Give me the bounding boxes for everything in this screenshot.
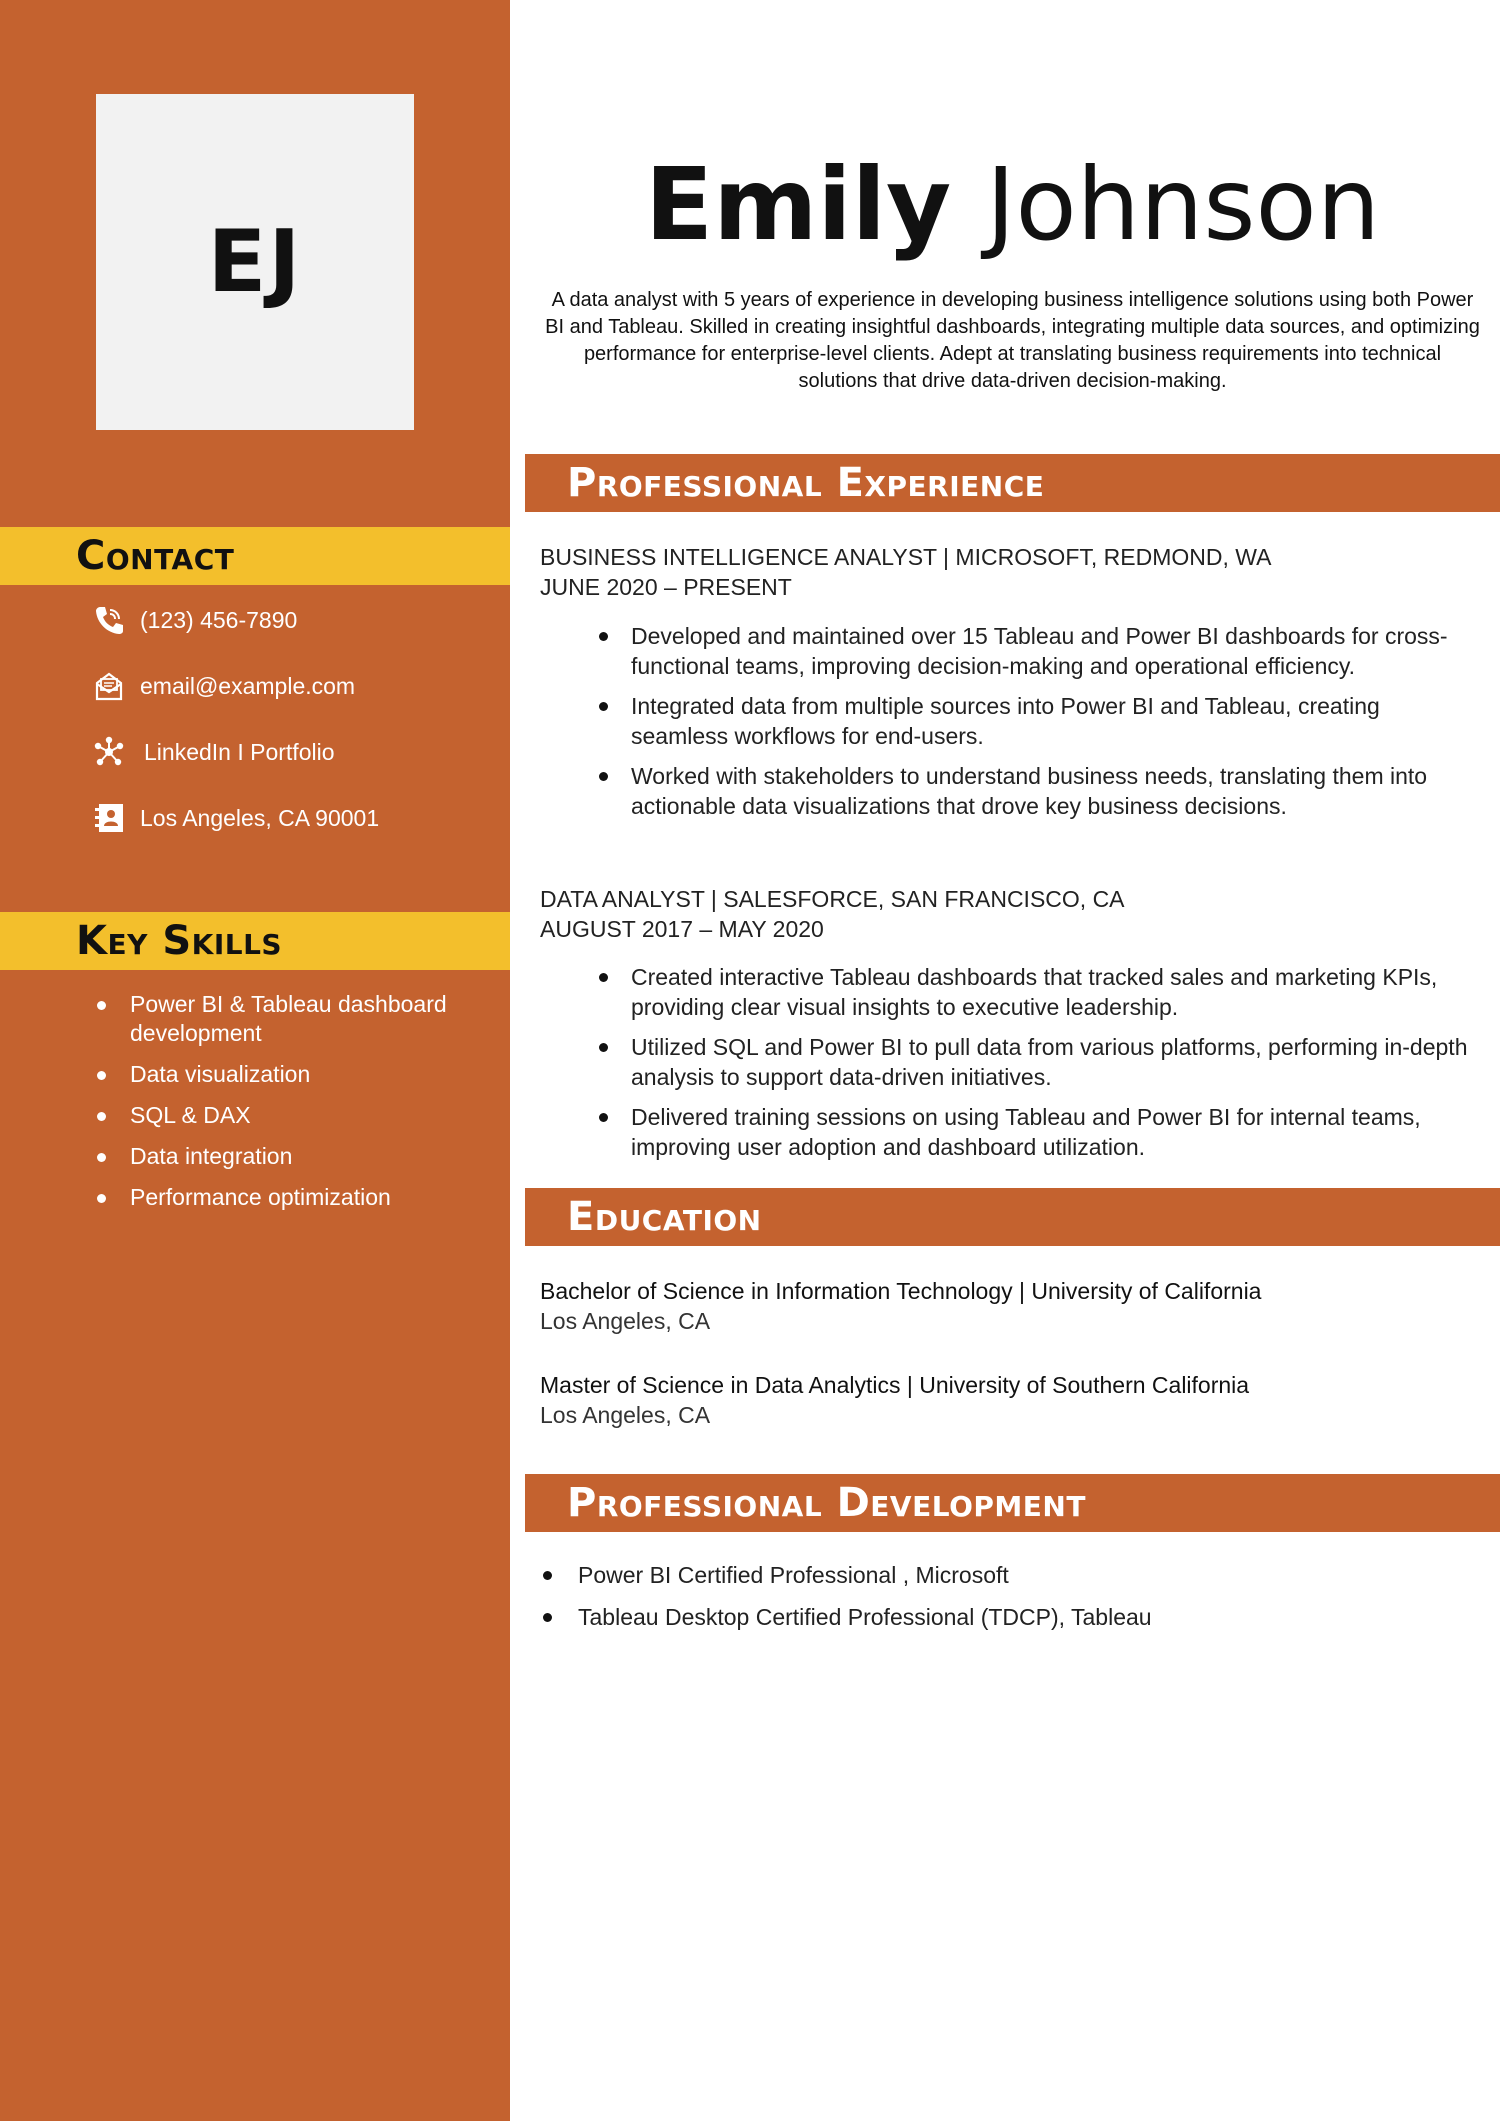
phone-icon [90, 603, 128, 637]
bullet-icon [97, 1001, 106, 1010]
bullet-icon [599, 973, 608, 982]
bullet-icon [599, 702, 608, 711]
sidebar [0, 0, 510, 2121]
list-item: Integrated data from multiple sources into Power BI and Tableau, creating seamless workflows for end-users. [595, 691, 1475, 751]
contact-links-label: LinkedIn I Portfolio [144, 739, 335, 765]
skills-section-header [0, 912, 510, 970]
bullet-icon [97, 1153, 106, 1162]
contact-links[interactable] [90, 735, 490, 801]
bullet-icon [97, 1112, 106, 1121]
job-header [540, 884, 1480, 944]
development-list [540, 1560, 1480, 1644]
bullet-icon [599, 772, 608, 781]
skill-item: SQL & DAX [90, 1101, 490, 1130]
education-section-header [525, 1188, 1500, 1246]
bullet-icon [543, 1613, 552, 1622]
bullet-icon [97, 1194, 106, 1203]
last-name: Johnson [985, 146, 1381, 263]
experience-section-header [525, 454, 1500, 512]
list-item: Utilized SQL and Power BI to pull data from various platforms, performing in-depth analysis to support data-driven initiatives. [595, 1032, 1475, 1092]
skills-list [90, 990, 490, 1224]
list-item: Delivered training sessions on using Tableau and Power BI for internal teams, improving user adoption and dashboard utilization. [595, 1102, 1475, 1162]
monogram: EJ [207, 212, 303, 312]
education-entry [540, 1276, 1480, 1336]
bullet-icon [97, 1071, 106, 1080]
email-icon [90, 669, 128, 703]
skills-title: Key Skills [76, 918, 283, 964]
monogram-box [96, 94, 414, 430]
summary: A data analyst with 5 years of experience in developing business intelligence solutions using both Power BI and Tableau. Skilled in creating insightful dashboards, integrating multiple data sources, and optimizing performance for enterprise-level clients. Adept at translating business requirements into technical solutions that drive data-driven decision-making. [545, 289, 1480, 392]
contact-email-label: email@example.com [140, 673, 356, 699]
development-section-header [525, 1474, 1500, 1532]
contact-phone[interactable] [90, 603, 490, 669]
job-heading: BUSINESS INTELLIGENCE ANALYST | MICROSOFT, REDMOND, WA [540, 544, 1272, 570]
skill-item: Power BI & Tableau dashboard development [90, 990, 490, 1048]
bullet-icon [543, 1571, 552, 1580]
contact-title: Contact [76, 533, 235, 579]
job-dates: AUGUST 2017 – MAY 2020 [540, 916, 824, 942]
list-item: Power BI Certified Professional , Microsoft [540, 1560, 1480, 1590]
contact-section-header [0, 527, 510, 585]
development-title: Professional Development [567, 1480, 1086, 1526]
list-item: Worked with stakeholders to understand business needs, translating them into actionable data visualizations that drove key business decisions. [595, 761, 1475, 821]
bullet-icon [599, 1113, 608, 1122]
job-header [540, 542, 1480, 602]
contact-address[interactable] [90, 801, 490, 867]
full-name [525, 145, 1500, 265]
contact-email[interactable] [90, 669, 490, 735]
job-heading: DATA ANALYST | SALESFORCE, SAN FRANCISCO, CA [540, 886, 1125, 912]
job-bullets [595, 621, 1475, 831]
education-entry [540, 1370, 1480, 1430]
address-book-icon [90, 801, 128, 835]
skill-item: Data visualization [90, 1060, 490, 1089]
contact-list [90, 603, 490, 867]
education-degree: Master of Science in Data Analytics | University of Southern California [540, 1372, 1250, 1398]
bullet-icon [599, 632, 608, 641]
skill-item: Data integration [90, 1142, 490, 1171]
experience-title: Professional Experience [567, 460, 1045, 506]
bullet-icon [599, 1043, 608, 1052]
network-icon [90, 735, 128, 769]
skill-item: Performance optimization [90, 1183, 490, 1212]
list-item: Created interactive Tableau dashboards that tracked sales and marketing KPIs, providing clear visual insights to executive leadership. [595, 962, 1475, 1022]
job-dates: JUNE 2020 – PRESENT [540, 574, 792, 600]
education-degree: Bachelor of Science in Information Technology | University of California [540, 1278, 1262, 1304]
first-name: Emily [644, 146, 952, 263]
education-location: Los Angeles, CA [540, 1402, 711, 1428]
job-bullets [595, 962, 1475, 1172]
list-item: Tableau Desktop Certified Professional (TDCP), Tableau [540, 1602, 1480, 1632]
education-title: Education [567, 1194, 762, 1240]
education-location: Los Angeles, CA [540, 1308, 711, 1334]
list-item: Developed and maintained over 15 Tableau and Power BI dashboards for cross-functional teams, improving decision-making and operational efficiency. [595, 621, 1475, 681]
contact-phone-label: (123) 456-7890 [140, 607, 298, 633]
contact-address-label: Los Angeles, CA 90001 [140, 805, 380, 831]
